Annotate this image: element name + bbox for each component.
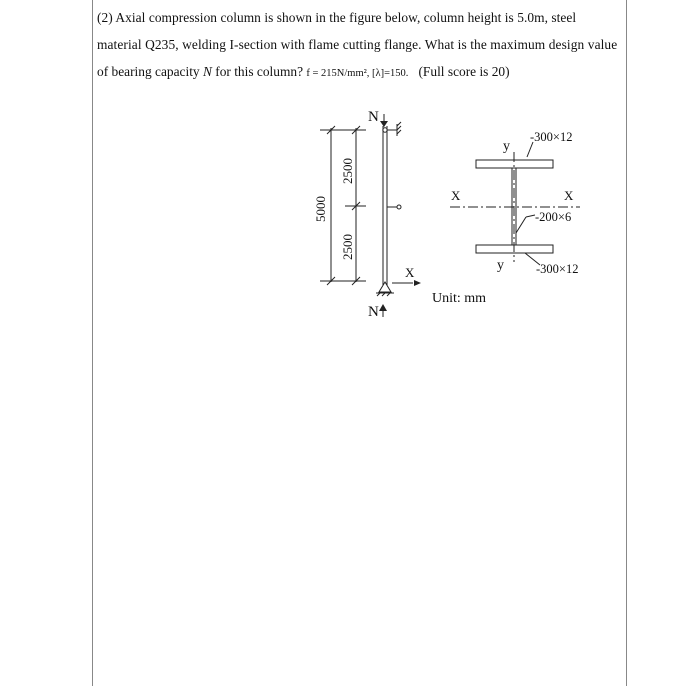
x-axis-side-label: X bbox=[405, 265, 415, 280]
line3-mid: for this column? bbox=[211, 64, 307, 79]
x-axis-arrow-head bbox=[414, 280, 421, 286]
full-score: (Full score is 20) bbox=[418, 64, 510, 79]
load-arrow-bottom-head bbox=[379, 304, 387, 311]
bottom-flange-size: -300×12 bbox=[536, 262, 579, 276]
formula-f: f = 215N/mm², [λ]=150. bbox=[306, 68, 409, 79]
hatch-2 bbox=[397, 126, 401, 130]
x-axis-right-label: X bbox=[564, 188, 574, 203]
problem-line-1: (2) Axial compression column is shown in the figure below, column height is 5.0m, steel bbox=[97, 10, 577, 25]
unit-label: Unit: mm bbox=[432, 291, 487, 306]
leader-top-flange bbox=[527, 142, 533, 157]
dim-lower-label: 2500 bbox=[340, 234, 355, 260]
top-flange-size: -300×12 bbox=[530, 130, 573, 144]
web-size: -200×6 bbox=[535, 210, 572, 224]
y-axis-top-label: y bbox=[503, 139, 510, 154]
x-axis-left-label: X bbox=[451, 188, 461, 203]
load-label-top: N bbox=[368, 109, 379, 125]
mid-brace-pin bbox=[397, 205, 401, 209]
bottom-pin-support bbox=[379, 282, 391, 292]
y-axis-bottom-label: y bbox=[497, 258, 504, 273]
hatch-3 bbox=[397, 130, 401, 134]
dim-total-label: 5000 bbox=[313, 196, 328, 222]
dim-upper-label: 2500 bbox=[340, 158, 355, 184]
leader-web-a bbox=[526, 215, 535, 217]
load-label-bottom: N bbox=[368, 304, 379, 320]
line3-prefix: of bearing capacity bbox=[97, 64, 203, 79]
variable-n: N bbox=[202, 64, 212, 79]
leader-web-b bbox=[516, 217, 526, 233]
problem-line-2: material Q235, welding I-section with flame cutting flange. What is the maximum design value bbox=[97, 37, 618, 52]
hatch-1 bbox=[397, 122, 401, 126]
